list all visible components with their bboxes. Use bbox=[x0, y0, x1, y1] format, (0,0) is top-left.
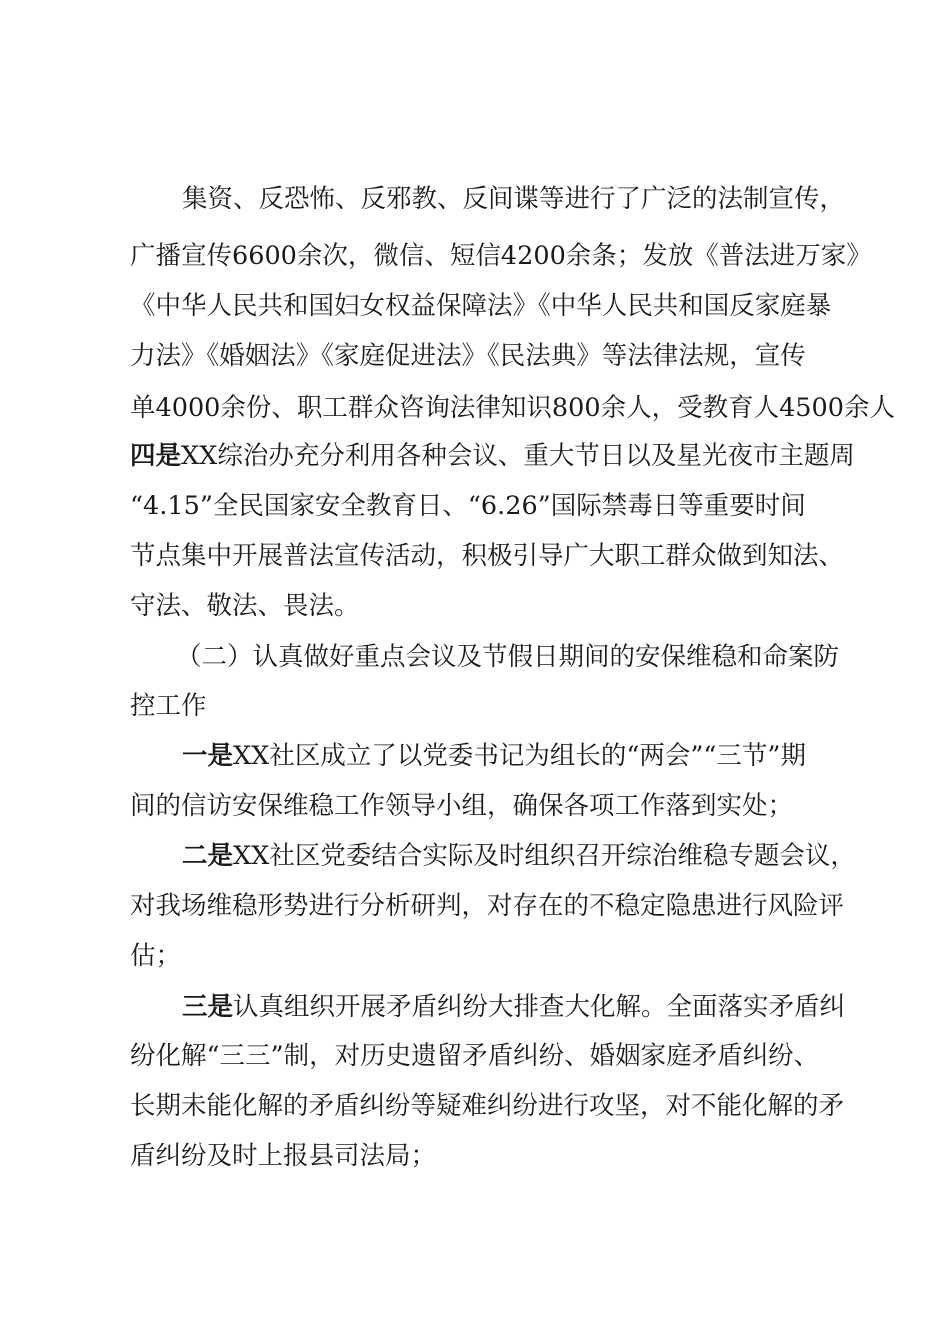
line-text: XX综治办充分利用各种会议、重大节日以及星光夜市主题周 bbox=[181, 441, 855, 471]
paragraph-line: 节点集中开展普法宣传活动，积极引导广大职工群众做到知法、 bbox=[130, 541, 845, 571]
paragraph-line: 单4000余份、职工群众咨询法律知识800余人，受教育人4500余人 bbox=[130, 393, 895, 423]
paragraph-line: 盾纠纷及时上报县司法局； bbox=[130, 1141, 437, 1171]
line-text: XX社区党委结合实际及时组织召开综治维稳专题会议， bbox=[233, 841, 856, 871]
section-heading: （二）认真做好重点会议及节假日期间的安保维稳和命案防 bbox=[176, 642, 840, 672]
line-text: XX社区成立了以党委书记为组长的“两会”“三节”期 bbox=[233, 741, 806, 771]
paragraph-line: 纷化解“三三”制，对历史遗留矛盾纠纷、婚姻家庭矛盾纠纷、 bbox=[130, 1041, 820, 1071]
paragraph-line: 集资、反恐怖、反邪教、反间谍等进行了广泛的法制宣传， bbox=[182, 184, 846, 214]
item-lead: 二是 bbox=[182, 841, 234, 871]
line-text: 认真组织开展矛盾纠纷大排查大化解。全面落实矛盾纠 bbox=[233, 992, 846, 1022]
paragraph-line: “4.15”全民国家安全教育日、“6.26”国际禁毒日等重要时间 bbox=[130, 491, 806, 521]
paragraph-line bbox=[182, 990, 845, 1024]
paragraph-line: 估； bbox=[130, 941, 182, 971]
paragraph-line: 守法、敬法、畏法。 bbox=[130, 591, 360, 621]
paragraph-line: 力法》《婚姻法》《家庭促进法》《民法典》等法律法规，宣传 bbox=[130, 341, 806, 371]
paragraph-line bbox=[182, 739, 806, 773]
section-heading-cont: 控工作 bbox=[130, 691, 207, 721]
paragraph-line bbox=[182, 839, 856, 873]
item-lead: 四是 bbox=[130, 441, 182, 471]
paragraph-line: 《中华人民共和国妇女权益保障法》《中华人民共和国反家庭暴 bbox=[130, 291, 832, 321]
paragraph-line bbox=[130, 439, 855, 473]
paragraph-line: 长期未能化解的矛盾纠纷等疑难纠纷进行攻坚，对不能化解的矛 bbox=[130, 1091, 845, 1121]
paragraph-line: 间的信访安保维稳工作领导小组，确保各项工作落到实处； bbox=[130, 791, 794, 821]
paragraph-line: 广播宣传6600余次，微信、短信4200余条；发放《普法进万家》 bbox=[130, 241, 872, 271]
item-lead: 一是 bbox=[182, 741, 234, 771]
item-lead: 三是 bbox=[182, 992, 234, 1022]
paragraph-line: 对我场维稳形势进行分析研判，对存在的不稳定隐患进行风险评 bbox=[130, 891, 845, 921]
